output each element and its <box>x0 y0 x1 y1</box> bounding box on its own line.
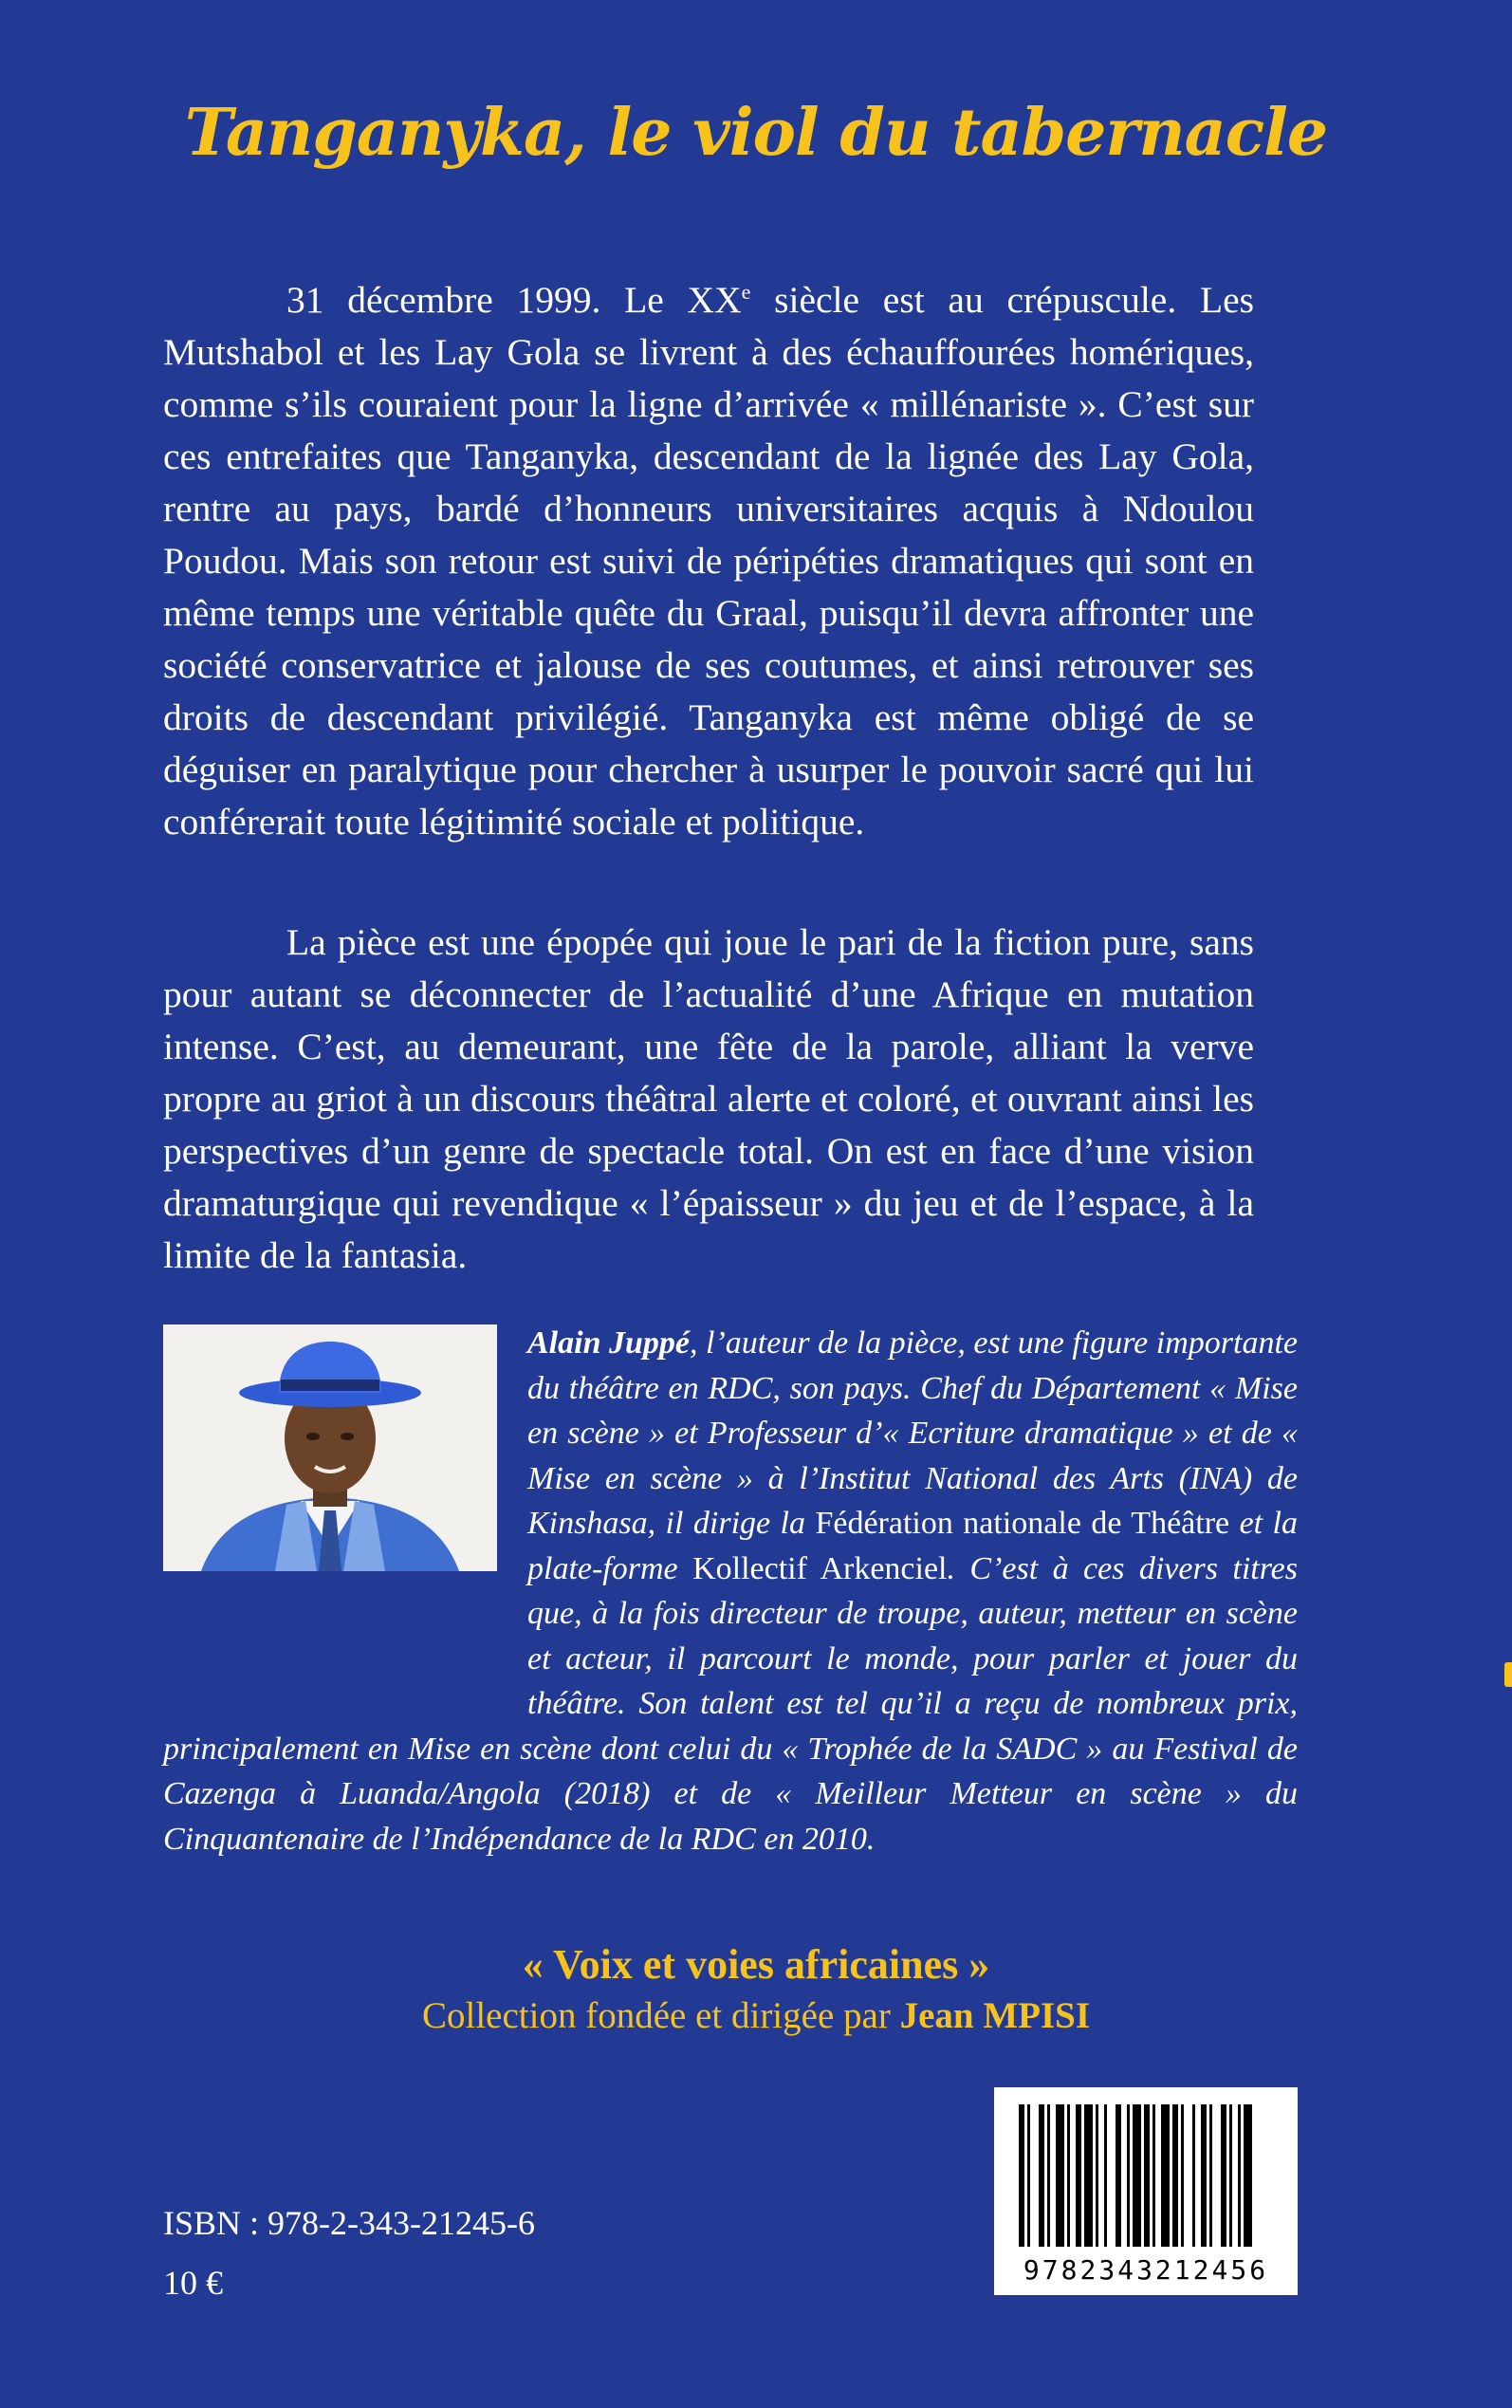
synopsis-paragraph-2 <box>163 917 1254 1282</box>
bio-text-2: et la plate-forme <box>527 1506 1298 1586</box>
edge-mark <box>1504 1662 1512 1687</box>
price: 10 € <box>163 2264 223 2302</box>
book-title: Tanganyka, le viol du tabernacle <box>184 95 1328 171</box>
collection-title: « Voix et voies africaines » <box>522 1941 990 1988</box>
isbn: ISBN : 978-2-343-21245-6 <box>163 2204 535 2242</box>
bio-text-1: , l’auteur de la pièce, est une figure importante du théâtre en RDC, son pays. Chef du Département « Mise en scène » et Professeur d’« Ecriture dramatique » et de « Mise en scène » à l’Institut National des Arts (INA) de Kinshasa, il dirige la <box>527 1325 1299 1541</box>
century-superscript: e <box>741 279 751 304</box>
collection-director: Jean MPISI <box>899 1995 1090 2036</box>
synopsis-rest: siècle est au crépuscule. Les Mutshabol et les Lay Gola se livrent à des échauffourées homériques, comme s’ils couraient pour la ligne d’arrivée « millénariste ». C’est sur ces entrefaites que Tanganyka, descendant de la lignée des Lay Gola, rentre au pays, bardé d’honneurs universitaires acquis à Ndoulou Poudou. Mais son retour est suivi de péripéties dramatiques qui sont en même temps une véritable quête du Graal, puisqu’il devra affronter une société conservatrice et jalouse de ses coutumes, et ainsi retrouver ses droits de descendant privilégié. Tanganyka est même obligé de se déguiser en paralytique pour chercher à usurper le pouvoir sacré qui lui conférerait toute légitimité sociale et politique. <box>163 279 1254 843</box>
bio-federation: Fédération nationale de Théâtre <box>815 1506 1230 1541</box>
synopsis-start: 31 décembre 1999. Le XX <box>286 279 742 321</box>
synopsis-paragraph-1 <box>163 274 1254 848</box>
collection-subtitle-prefix: Collection fondée et dirigée par <box>422 1995 900 2036</box>
author-biography <box>163 1321 1298 1862</box>
collection-block <box>0 1938 1512 2041</box>
collection-subtitle <box>0 1991 1512 2041</box>
bio-text-3: . C’est à ces divers titres que, à la fois directeur de troupe, auteur, metteur en scène et acteur, il parcourt le monde, pour parler et jouer du théâtre. Son talent est tel qu’il a reçu de nombreux prix, principalement en Mise en scène dont celui du « Trophée de la SADC » au Festival de Cazenga à Luanda/Angola (2018) et de « Meilleur Metteur en scène » du Cinquantenaire de l’Indépendance de la RDC en 2010. <box>163 1550 1299 1857</box>
bio-kollectif: Kollectif Arkenciel <box>692 1550 948 1586</box>
synopsis-paragraph-2-text: La pièce est une épopée qui joue le pari de la fiction pure, sans pour autant se déconnecter de l’actualité d’une Afrique en mutation intense. C’est, au demeurant, une fête de la parole, alliant la verve propre au griot à un discours théâtral alerte et coloré, et ouvrant ainsi les perspectives d’un genre de spectacle total. On est en face d’une vision dramaturgique qui revendique « l’épaisseur » du jeu et de l’espace, à la limite de la fantasia. <box>163 921 1254 1276</box>
author-name: Alain Juppé <box>527 1325 691 1361</box>
barcode-number: 9782343212456 <box>1023 2254 1269 2286</box>
barcode <box>994 2087 1298 2295</box>
